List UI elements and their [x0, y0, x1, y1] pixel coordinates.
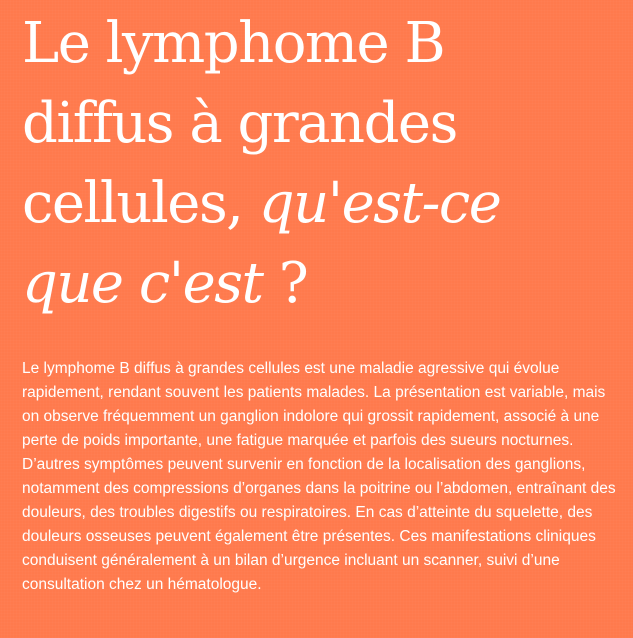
title-line-1: Le lymphome B	[22, 11, 445, 76]
title-question-mark: ?	[262, 251, 308, 316]
description-paragraph: Le lymphome B diffus à grandes cellules est une maladie agressive qui évolue rapidement, rendant souvent les patients malades. La présentation est variable, mais on observe fréquemment un ganglion indolore qui grossit rapidement, associé à une perte de poids importante, une fatigue marquée et parfois des sueurs nocturnes. D’autres symptômes peuvent survenir en fonction de la localisation des ganglions, notamment des compressions d’organes dans la poitrine ou l’abdomen, entraînant des douleurs, des troubles digestifs ou respiratoires. En cas d’atteinte du squelette, des douleurs osseuses peuvent également être présentes. Ces manifestations cliniques conduisent généralement à un bilan d’urgence incluant un scanner, suivi d’une consultation chez un hématologue.	[22, 360, 616, 593]
title-line-2: diffus à grandes	[22, 91, 457, 156]
title-italic-question-1: qu'est-ce	[258, 171, 501, 236]
title-line-3: cellules,	[22, 171, 259, 236]
page-title	[22, 0, 622, 324]
title-italic-question-2: que c'est	[22, 251, 263, 316]
